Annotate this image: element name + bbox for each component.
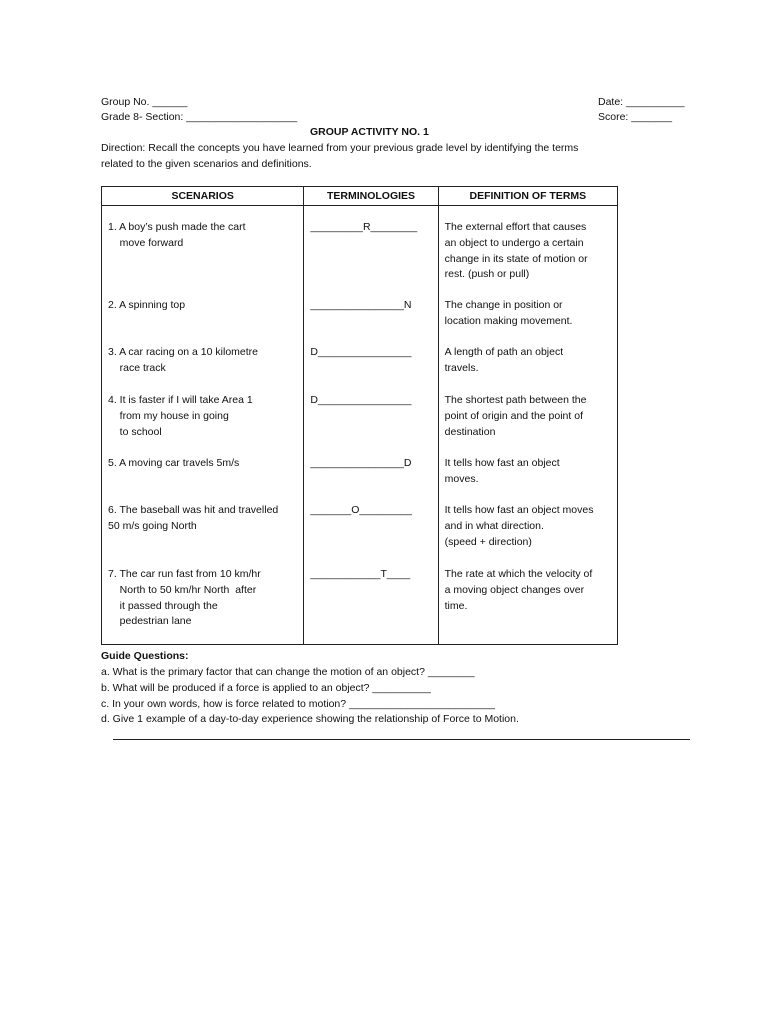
scenario-line: 4. It is faster if I will take Area 1: [108, 394, 253, 406]
definition-line: a moving object changes over: [444, 583, 585, 596]
answer-line: [113, 739, 690, 740]
scenario-line: North to 50 km/hr North after: [108, 583, 257, 596]
definition-line: change in its state of motion or: [444, 252, 588, 265]
scenario-line: from my house in going: [108, 409, 229, 422]
scenario-5: [108, 456, 239, 472]
group-no-field: Group No. ______: [101, 96, 188, 108]
definition-line: rest. (push or pull): [444, 268, 530, 281]
definition-7: [445, 567, 593, 614]
scenario-line: 1. A boy’s push made the cart: [108, 221, 246, 233]
definition-line: The external effort that causes: [444, 221, 587, 233]
definition-line: travels.: [444, 361, 479, 374]
definition-line: It tells how fast an object moves: [444, 504, 594, 516]
definition-4: [445, 393, 587, 440]
scenario-line: 3. A car racing on a 10 kilometre: [108, 346, 258, 358]
direction-line-2: related to the given scenarios and definitions.: [101, 158, 312, 170]
guide-question-c: c. In your own words, how is force related to motion? _________________________: [101, 698, 496, 710]
term-blank-2[interactable]: ________________N: [310, 299, 412, 311]
term-blank-3[interactable]: D________________: [310, 346, 412, 358]
definition-line: point of origin and the point of: [444, 409, 583, 422]
score-field: Score: _______: [598, 111, 673, 123]
scenario-line: 6. The baseball was hit and travelled: [108, 504, 279, 516]
table-header-row: [102, 187, 618, 206]
header-terminologies: TERMINOLOGIES: [304, 187, 438, 206]
guide-question-d: d. Give 1 example of a day-to-day experience showing the relationship of Force to Motion.: [101, 713, 519, 725]
guide-title: Guide Questions:: [101, 650, 189, 662]
definition-line: location making movement.: [444, 314, 573, 327]
definition-5: [445, 456, 560, 488]
definition-line: A length of path an object: [444, 346, 564, 358]
definition-line: moves.: [444, 472, 479, 485]
term-blank-1[interactable]: _________R________: [310, 221, 418, 233]
scenario-3: [108, 345, 258, 377]
guide-question-a: a. What is the primary factor that can change the motion of an object? ________: [101, 666, 475, 678]
scenario-line: to school: [108, 425, 162, 438]
date-field: Date: __________: [598, 96, 685, 108]
table-body-row: [102, 206, 618, 645]
scenario-6: [108, 503, 278, 535]
activity-table: [101, 186, 618, 645]
scenario-line: 7. The car run fast from 10 km/hr: [108, 568, 261, 580]
definition-3: [445, 345, 564, 377]
definition-line: an object to undergo a certain: [444, 236, 584, 249]
scenario-1: [108, 220, 246, 252]
scenarios-column: [102, 206, 304, 645]
definition-line: It tells how fast an object: [444, 457, 560, 469]
scenario-line: 50 m/s going North: [108, 519, 197, 532]
term-blank-5[interactable]: ________________D: [310, 457, 412, 469]
terminologies-column: [304, 206, 438, 645]
definition-line: The shortest path between the: [444, 394, 587, 406]
scenario-4: [108, 393, 253, 440]
definition-6: [445, 503, 594, 550]
term-blank-7[interactable]: ____________T____: [310, 568, 411, 580]
definitions-column: [438, 206, 617, 645]
definition-line: The change in position or: [444, 299, 563, 311]
scenario-line: 5. A moving car travels 5m/s: [108, 457, 240, 469]
section-field: Grade 8- Section: ___________________: [101, 111, 298, 123]
definition-1: [445, 220, 588, 283]
scenario-line: race track: [108, 361, 166, 374]
definition-line: time.: [444, 599, 468, 612]
definition-line: and in what direction.: [444, 519, 544, 532]
scenario-line: it passed through the: [108, 599, 218, 612]
direction-line-1: Direction: Recall the concepts you have learned from your previous grade level by identifying the terms: [101, 142, 579, 154]
definition-line: The rate at which the velocity of: [444, 568, 593, 580]
definition-2: [445, 298, 573, 330]
scenario-2: [108, 298, 185, 314]
guide-question-b: b. What will be produced if a force is applied to an object? __________: [101, 682, 431, 694]
header-definitions: DEFINITION OF TERMS: [438, 187, 617, 206]
term-blank-6[interactable]: _______O_________: [310, 504, 412, 516]
header-scenarios: SCENARIOS: [102, 187, 304, 206]
definition-line: destination: [444, 425, 496, 438]
term-blank-4[interactable]: D________________: [310, 394, 412, 406]
scenario-line: 2. A spinning top: [108, 299, 186, 311]
definition-line: (speed + direction): [444, 535, 532, 548]
scenario-line: move forward: [108, 236, 184, 249]
scenario-line: pedestrian lane: [108, 615, 192, 628]
activity-title: GROUP ACTIVITY NO. 1: [310, 126, 429, 138]
scenario-7: [108, 567, 261, 630]
